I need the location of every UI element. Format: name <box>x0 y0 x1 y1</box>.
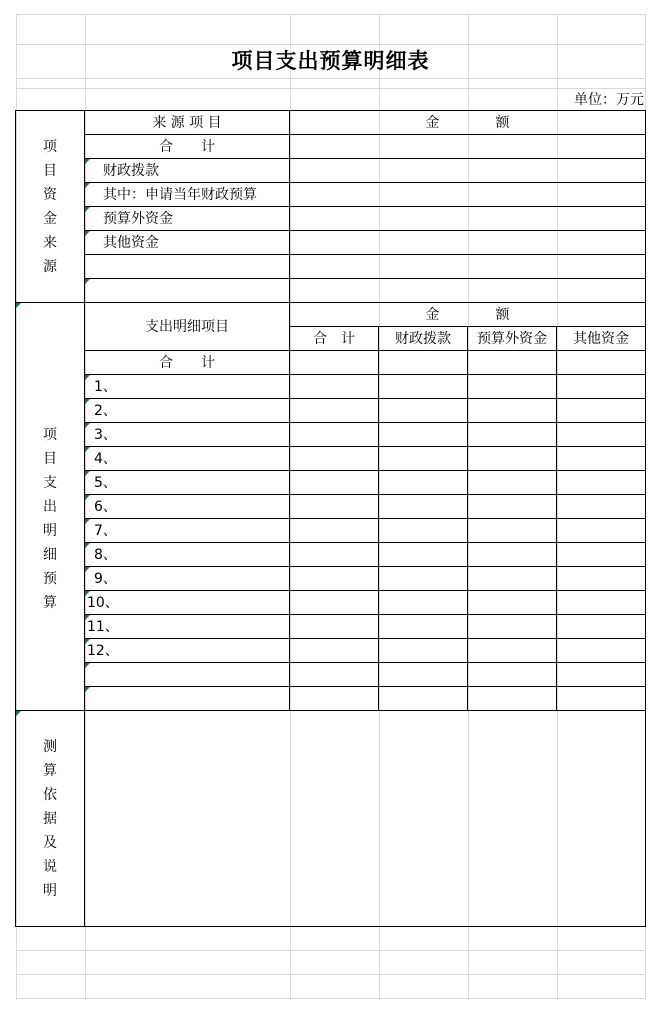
expense-item-10: 10、 <box>87 595 119 611</box>
source-item-extra-budget: 预算外资金 <box>103 211 173 227</box>
border-expense-row <box>84 470 646 471</box>
expense-item-5: 5、 <box>94 475 117 491</box>
column-total: 合 计 <box>313 331 355 347</box>
basis-side-label-4: 及 <box>43 835 57 851</box>
cell-marker <box>85 543 90 548</box>
cell-marker <box>16 303 21 308</box>
cell-marker <box>85 231 90 236</box>
gridline-vertical <box>290 14 291 1000</box>
border-expense-row <box>84 614 646 615</box>
gridline-horizontal <box>16 974 646 975</box>
gridline-vertical <box>468 14 469 1000</box>
expense-item-4: 4、 <box>94 451 117 467</box>
source-side-label-0: 项 <box>43 139 57 155</box>
basis-side-label-0: 测 <box>43 739 57 755</box>
basis-side-label-1: 算 <box>43 763 57 779</box>
cell-marker <box>85 399 90 404</box>
border-expense-row <box>84 422 646 423</box>
unit-label: 单位：万元 <box>574 92 644 108</box>
border-expense-row <box>84 590 646 591</box>
column-other: 其他资金 <box>573 331 629 347</box>
cell-marker <box>85 567 90 572</box>
cell-marker <box>85 639 90 644</box>
gridline-horizontal <box>16 950 646 951</box>
border-expense-row <box>84 686 646 687</box>
expense-total-label: 合 计 <box>159 355 215 371</box>
expense-side-label-4: 明 <box>43 523 57 539</box>
header-expense-item: 支出明细项目 <box>145 319 229 335</box>
expense-item-9: 9、 <box>94 571 117 587</box>
expense-item-2: 2、 <box>94 403 117 419</box>
source-side-label-4: 来 <box>43 235 57 251</box>
cell-marker <box>85 519 90 524</box>
expense-item-8: 8、 <box>94 547 117 563</box>
expense-side-label-0: 项 <box>43 427 57 443</box>
header-source-items: 来 源 项 目 <box>152 115 222 131</box>
cell-marker <box>85 447 90 452</box>
border-expense-row <box>84 542 646 543</box>
cell-marker <box>85 663 90 668</box>
border-expense-row <box>84 398 646 399</box>
expense-item-1: 1、 <box>94 379 117 395</box>
border-expense-row <box>84 662 646 663</box>
source-side-label-5: 源 <box>43 259 57 275</box>
expense-item-12: 12、 <box>87 643 119 659</box>
border-expense-divider <box>289 302 290 711</box>
cell-marker <box>85 207 90 212</box>
header-amount: 金 额 <box>425 115 510 131</box>
source-item-current-year: 其中：申请当年财政预算 <box>103 187 257 203</box>
gridline-horizontal <box>16 78 646 79</box>
cell-marker <box>85 615 90 620</box>
expense-side-label-5: 细 <box>43 547 57 563</box>
cell-marker <box>85 687 90 692</box>
border-expense-row <box>84 494 646 495</box>
source-side-label-3: 金 <box>43 211 57 227</box>
basis-side-label-6: 明 <box>43 883 57 899</box>
border-source-row <box>84 278 646 279</box>
expense-item-11: 11、 <box>87 619 119 635</box>
border-expense-row <box>84 638 646 639</box>
gridline-vertical <box>379 14 380 1000</box>
expense-item-7: 7、 <box>94 523 117 539</box>
expense-side-label-2: 支 <box>43 475 57 491</box>
source-total-label: 合 计 <box>159 139 215 155</box>
border-expense-row <box>84 446 646 447</box>
cell-marker <box>16 711 21 716</box>
source-side-label-2: 资 <box>43 187 57 203</box>
expense-side-label-1: 目 <box>43 451 57 467</box>
expense-header-amount: 金 额 <box>425 307 510 323</box>
border-source-row <box>84 254 646 255</box>
expense-item-6: 6、 <box>94 499 117 515</box>
gridline-horizontal <box>16 14 646 15</box>
source-item-fiscal: 财政拨款 <box>103 163 159 179</box>
cell-marker <box>85 183 90 188</box>
page-title: 项目支出预算明细表 <box>231 49 430 73</box>
cell-marker <box>85 159 90 164</box>
gridline-horizontal <box>16 998 646 999</box>
column-fiscal: 财政拨款 <box>395 331 451 347</box>
border-bottom <box>15 926 646 927</box>
border-section-basis <box>15 710 646 711</box>
cell-marker <box>85 495 90 500</box>
cell-marker <box>85 423 90 428</box>
expense-item-3: 3、 <box>94 427 117 443</box>
cell-marker <box>85 591 90 596</box>
cell-marker <box>85 279 90 284</box>
expense-side-label-7: 算 <box>43 595 57 611</box>
basis-side-label-3: 据 <box>43 811 57 827</box>
basis-side-label-5: 说 <box>43 859 57 875</box>
basis-side-label-2: 依 <box>43 787 57 803</box>
source-item-other: 其他资金 <box>103 235 159 251</box>
source-side-label-1: 目 <box>43 163 57 179</box>
border-expense-row <box>84 566 646 567</box>
expense-side-label-3: 出 <box>43 499 57 515</box>
cell-marker <box>85 375 90 380</box>
expense-side-label-6: 预 <box>43 571 57 587</box>
cell-marker <box>85 471 90 476</box>
border-expense-row <box>84 518 646 519</box>
column-extra-budget: 预算外资金 <box>477 331 547 347</box>
gridline-vertical <box>557 14 558 1000</box>
